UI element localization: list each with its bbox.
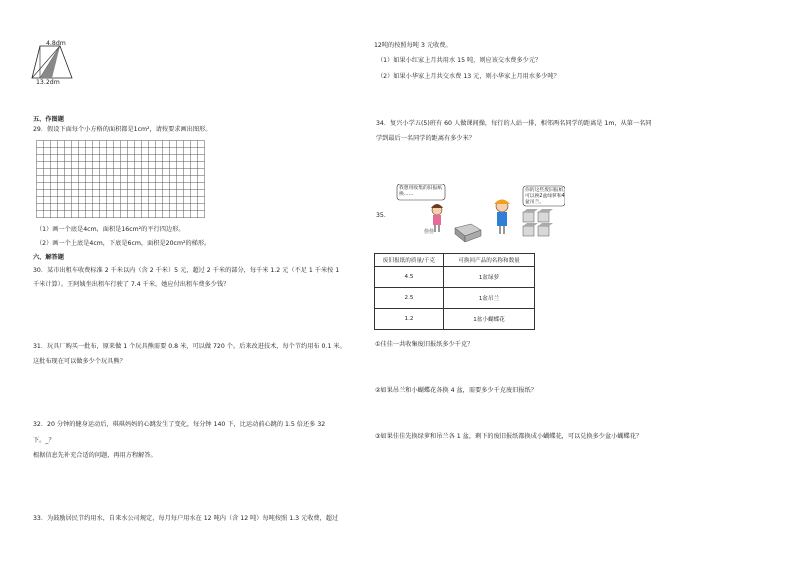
q35-2-text: ②如果吊兰和小蝴蝶花各换 4 盆，需要多少千克废旧报纸？ xyxy=(375,387,537,394)
q30-line2: 千米计算）。王阿姨坐出租车行驶了 7.4 千米，她应付出租车费多少钱？ xyxy=(33,281,230,288)
table-cell: 4.5 xyxy=(375,267,444,288)
exchange-table xyxy=(374,253,535,330)
q35-3-text: ③如果佳佳先换绿萝和吊兰各 1 盆，剩下的废旧报纸都换成小蝴蝶花，可以兑换多少盆小蝴蝶花？ xyxy=(375,433,643,440)
table-row xyxy=(375,288,535,309)
speech-bubble-right: 你的这些废旧报纸可以换2盆绿萝和4盆吊兰。 xyxy=(525,188,565,205)
q29-1-text: （1）画一个底是4cm，面积是16cm²的平行四边形。 xyxy=(36,226,185,233)
q33-2-text: （2）如果小华家上月共交水费 13 元，则小华家上月用水多少吨？ xyxy=(377,73,560,80)
q33-line2: 12吨的按照每吨 3 元收费。 xyxy=(374,42,452,49)
table-row xyxy=(375,267,535,288)
girl-name-label: 佳佳 xyxy=(424,229,435,235)
table-header-cell: 废旧报纸的质量/千克 xyxy=(375,254,444,267)
q35-number: 35． xyxy=(376,212,391,219)
q33-1-text: （1）如果小红家上月共用水 15 吨，则应该交水费多少元？ xyxy=(377,57,542,64)
table-cell: 2.5 xyxy=(375,288,444,309)
table-header-row xyxy=(375,254,535,267)
q33-line1: 33．为鼓励居民节约用水，自来水公司规定，每月每户用水在 12 吨内（含 12 吨）每吨按照 1.3 元收费，超过 xyxy=(33,515,339,522)
q32-line3: 根据信息先补充合适的问题，再用方程解答。 xyxy=(33,452,157,459)
trap-bottom-label: 13.2dm xyxy=(36,79,60,86)
q30-line1: 30．某市出租车收费标准 2 千米以内（含 2 千米）5 元，超过 2 千米的部分，每千米 1.2 元（不足 1 千米按 1 xyxy=(33,267,340,274)
table-cell: 1盆绿萝 xyxy=(444,267,535,288)
section5-heading: 五、作图题 xyxy=(33,116,64,123)
table-cell: 1盆吊兰 xyxy=(444,288,535,309)
q32-line1: 32．20 分钟的健身运动后，琪琪妈妈的心跳发生了变化，每分钟 140 下，比运动前心跳的 1.5 倍还多 32 xyxy=(33,421,326,428)
square-grid xyxy=(36,140,216,218)
speech-bubble-left: 我想用收集的旧报纸换…… xyxy=(399,186,443,197)
q35-1-text: ①佳佳一共收集废旧报纸多少千克？ xyxy=(375,341,474,348)
q31-line2: 这批布现在可以做多少个玩具熊？ xyxy=(33,358,126,365)
q34-line1: 34．复兴小学五(5)班有 60 人做课间操，每行的人站一排，相邻两名同学的距离是 1m，从第一名同 xyxy=(376,120,652,127)
q29-text: 29．假设下面每个小方格的面积都是1cm²，请按要求画出图形。 xyxy=(33,126,212,133)
table-cell: 1盆小蝴蝶花 xyxy=(444,309,535,330)
table-cell: 1.2 xyxy=(375,309,444,330)
table-row xyxy=(375,309,535,330)
table-header-cell: 可换回产品的名称和数量 xyxy=(444,254,535,267)
q32-line2: 下。_？ xyxy=(33,437,55,444)
q31-line1: 31．玩具厂购买一批布，原来做 1 个玩具熊需要 0.8 米，可以做 720 个。后来改进技术，每个节约用布 0.1 米。 xyxy=(33,343,346,350)
section6-heading: 六、解答题 xyxy=(33,254,64,261)
trap-top-label: 4.8dm xyxy=(46,40,66,47)
q34-line2: 学到最后一名同学的距离有多少米？ xyxy=(376,135,475,142)
q29-2-text: （2）画一个上底是4cm，下底是6cm，面积是20cm²的梯形。 xyxy=(36,240,211,247)
